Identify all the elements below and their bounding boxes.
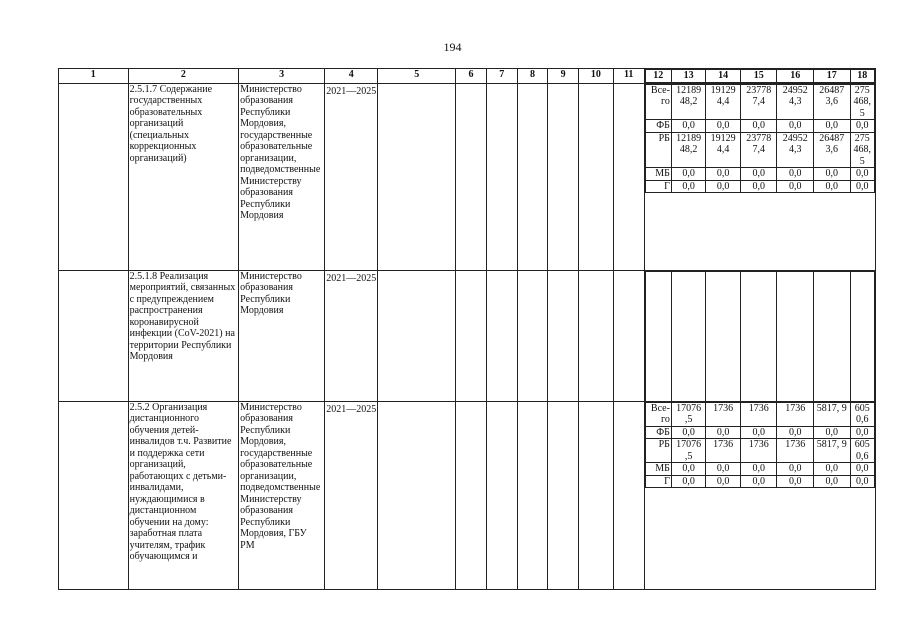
funding-value-16: 0,0 [777, 180, 814, 193]
funding-value-14: 19129 4,4 [706, 132, 741, 168]
funding-source: РБ [645, 132, 671, 168]
funding-value-13: 17076 ,5 [671, 402, 706, 426]
cell-col7 [486, 401, 517, 589]
cell-col10 [579, 83, 614, 270]
table-row [59, 83, 876, 270]
funding-value-16: 0,0 [777, 426, 814, 439]
funding-source: Все-го [645, 84, 671, 120]
funding-value-13: 0,0 [671, 463, 706, 476]
funding-source: МБ [645, 463, 671, 476]
cell-col11 [613, 83, 644, 270]
period: 2021—2025 [325, 270, 378, 401]
column-header-6: 6 [456, 69, 487, 84]
funding-source: ФБ [645, 426, 671, 439]
funding-value-14: 0,0 [706, 475, 741, 488]
funding-source: Все-го [645, 402, 671, 426]
funding-value-15: 0,0 [740, 475, 777, 488]
executor: Министерство образования Республики Мордовия, государственные образовательные организации, подведомственные Министерству образования Республики Мордовия, ГБУ РМ [239, 401, 325, 589]
period: 2021—2025 [325, 83, 378, 270]
funding-value-13: 0,0 [671, 475, 706, 488]
header-row [59, 69, 876, 84]
column-header-13: 13 [671, 70, 706, 83]
funding-value-16: 0,0 [777, 475, 814, 488]
cell-col5 [378, 401, 456, 589]
funding-empty-cell [814, 271, 851, 401]
funding-row [645, 132, 874, 168]
funding-empty-cell [777, 271, 814, 401]
funding-value-17: 26487 3,6 [814, 84, 851, 120]
funding-value-16: 0,0 [777, 168, 814, 181]
funding-value-15: 23778 7,4 [740, 84, 777, 120]
funding-value-14: 0,0 [706, 426, 741, 439]
funding-value-18: 0,0 [850, 180, 874, 193]
funding-row [645, 168, 874, 181]
funding-value-18: 275 468, 5 [850, 84, 874, 120]
funding-row [645, 439, 874, 463]
funding-cell [644, 83, 875, 270]
funding-value-15: 0,0 [740, 120, 777, 133]
cell-col9 [548, 401, 579, 589]
activity-name: 2.5.1.7 Содержание государственных образовательных организаций (специальных коррекционных организаций) [128, 83, 239, 270]
funding-empty-cell [850, 271, 874, 401]
cell-col7 [486, 270, 517, 401]
funding-value-13: 0,0 [671, 120, 706, 133]
funding-row [645, 180, 874, 193]
cell-col11 [613, 401, 644, 589]
funding-value-18: 0,0 [850, 475, 874, 488]
funding-value-17: 0,0 [814, 120, 851, 133]
funding-row [645, 402, 874, 426]
cell-col5 [378, 83, 456, 270]
cell-col6 [456, 270, 487, 401]
funding-empty-cell [740, 271, 777, 401]
funding-value-18: 0,0 [850, 463, 874, 476]
funding-value-13: 0,0 [671, 180, 706, 193]
funding-value-17: 26487 3,6 [814, 132, 851, 168]
funding-row [645, 426, 874, 439]
funding-value-14: 0,0 [706, 120, 741, 133]
funding-source: МБ [645, 168, 671, 181]
funding-value-16: 24952 4,3 [777, 84, 814, 120]
column-header-12: 12 [645, 70, 671, 83]
cell-col8 [517, 270, 548, 401]
funding-value-17: 0,0 [814, 475, 851, 488]
funding-value-14: 19129 4,4 [706, 84, 741, 120]
cell-col9 [548, 270, 579, 401]
column-header-9: 9 [548, 69, 579, 84]
funding-source: Г [645, 180, 671, 193]
cell-col10 [579, 401, 614, 589]
funding-value-13: 0,0 [671, 168, 706, 181]
funding-row [645, 475, 874, 488]
activity-name: 2.5.1.8 Реализация мероприятий, связанных с предупреждением распространения коронавирусной инфекции (CoV-2021) на территории Республики Мордовия [128, 270, 239, 401]
column-header-7: 7 [486, 69, 517, 84]
cell-col8 [517, 83, 548, 270]
funding-value-16: 0,0 [777, 120, 814, 133]
funding-value-18: 605 0,6 [850, 402, 874, 426]
cell-col1 [59, 401, 129, 589]
funding-value-18: 275 468, 5 [850, 132, 874, 168]
funding-value-15: 0,0 [740, 463, 777, 476]
column-header-4: 4 [325, 69, 378, 84]
cell-col7 [486, 83, 517, 270]
funding-value-16: 1736 [777, 439, 814, 463]
funding-source: РБ [645, 439, 671, 463]
funding-value-13: 0,0 [671, 426, 706, 439]
cell-col6 [456, 401, 487, 589]
funding-value-16: 1736 [777, 402, 814, 426]
funding-empty-cell [671, 271, 706, 401]
funding-value-14: 0,0 [706, 463, 741, 476]
funding-value-15: 0,0 [740, 168, 777, 181]
column-header-15: 15 [740, 70, 777, 83]
program-table [58, 68, 876, 590]
funding-value-18: 0,0 [850, 120, 874, 133]
column-header-3: 3 [239, 69, 325, 84]
column-header-2: 2 [128, 69, 239, 84]
cell-col6 [456, 83, 487, 270]
cell-col1 [59, 83, 129, 270]
funding-value-15: 0,0 [740, 426, 777, 439]
funding-cell [644, 401, 875, 589]
funding-row [645, 120, 874, 133]
cell-col1 [59, 270, 129, 401]
funding-source: Г [645, 475, 671, 488]
funding-value-14: 1736 [706, 439, 741, 463]
column-header-1: 1 [59, 69, 129, 84]
funding-value-15: 1736 [740, 402, 777, 426]
activity-name: 2.5.2 Организация дистанционного обучения детей-инвалидов т.ч. Развитие и поддержка сети организаций, работающих с детьми-инвалидами, нуждающимися в дистанционном обучении на дому: заработная плата учителям, трафик обучающимся и [128, 401, 239, 589]
funding-value-18: 605 0,6 [850, 439, 874, 463]
funding-value-15: 0,0 [740, 180, 777, 193]
funding-value-17: 0,0 [814, 180, 851, 193]
funding-value-13: 12189 48,2 [671, 84, 706, 120]
funding-value-14: 0,0 [706, 180, 741, 193]
funding-source: ФБ [645, 120, 671, 133]
funding-value-15: 1736 [740, 439, 777, 463]
funding-row [645, 84, 874, 120]
table-row [59, 401, 876, 589]
funding-value-17: 0,0 [814, 168, 851, 181]
funding-row [645, 463, 874, 476]
funding-value-13: 12189 48,2 [671, 132, 706, 168]
page-number: 194 [443, 40, 462, 54]
funding-value-16: 0,0 [777, 463, 814, 476]
funding-value-17: 0,0 [814, 463, 851, 476]
cell-col8 [517, 401, 548, 589]
cell-col11 [613, 270, 644, 401]
funding-value-13: 17076 ,5 [671, 439, 706, 463]
column-header-5: 5 [378, 69, 456, 84]
funding-value-17: 5817, 9 [814, 402, 851, 426]
column-header-11: 11 [613, 69, 644, 84]
funding-value-16: 24952 4,3 [777, 132, 814, 168]
funding-value-18: 0,0 [850, 426, 874, 439]
funding-value-14: 1736 [706, 402, 741, 426]
funding-value-15: 23778 7,4 [740, 132, 777, 168]
cell-col10 [579, 270, 614, 401]
funding-value-18: 0,0 [850, 168, 874, 181]
column-header-18: 18 [850, 70, 874, 83]
cell-col9 [548, 83, 579, 270]
period: 2021—2025 [325, 401, 378, 589]
executor: Министерство образования Республики Мордовия [239, 270, 325, 401]
column-header-14: 14 [706, 70, 741, 83]
funding-value-17: 5817, 9 [814, 439, 851, 463]
column-header-17: 17 [814, 70, 851, 83]
funding-value-14: 0,0 [706, 168, 741, 181]
column-header-8: 8 [517, 69, 548, 84]
column-header-10: 10 [579, 69, 614, 84]
funding-cell [644, 270, 875, 401]
funding-value-17: 0,0 [814, 426, 851, 439]
executor: Министерство образования Республики Мордовия, государственные образовательные организации, подведомственные Министерству образования Республики Мордовия [239, 83, 325, 270]
column-header-16: 16 [777, 70, 814, 83]
cell-col5 [378, 270, 456, 401]
table-row [59, 270, 876, 401]
funding-empty-cell [645, 271, 671, 401]
funding-empty-cell [706, 271, 741, 401]
column-header-group-12-18 [644, 69, 875, 84]
